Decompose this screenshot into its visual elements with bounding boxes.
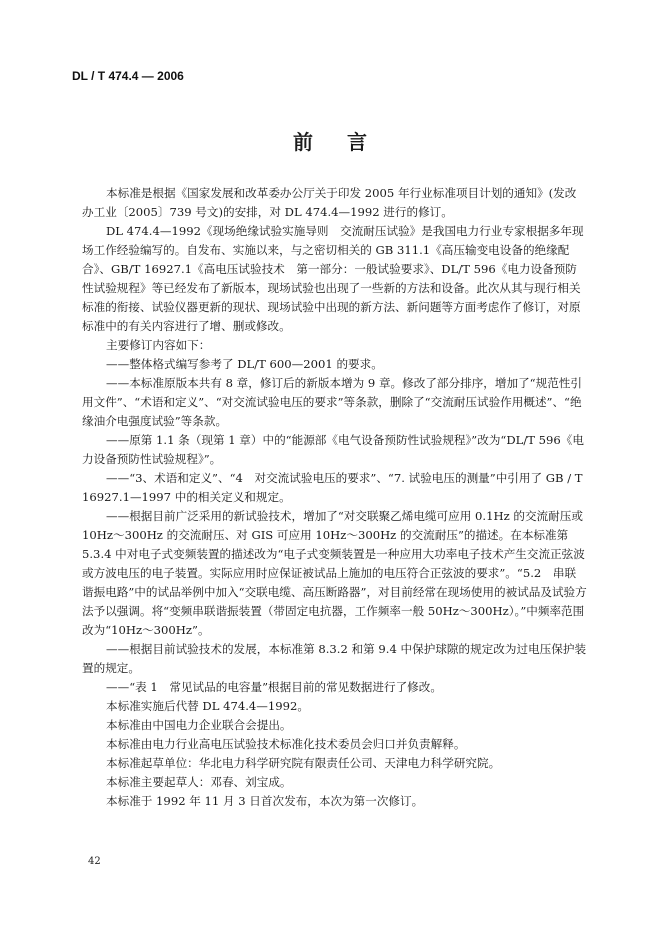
foreword-paragraph: 本标准起草单位：华北电力科学研究院有限责任公司、天津电力科学研究院。 <box>106 756 501 770</box>
foreword-paragraph: DL 474.4—1992《现场绝缘试验实施导则 交流耐压试验》是我国电力行业专家根据多年现场工作经验编写的。自发布、实施以来，与之密切相关的 GB 311.1《高压输变电设备的绝缘配合》、GB/T 16927.1《高电压试验技术 第一部分：一般试验要求》、DL/T 596《电力设备预防性试验规程》等已经发布了新版本，现场试验也出现了一些新的方法和设备。此次从其与现行相关标准的衔接、试验仪器更新的现状、现场试验中出现的新方法、新问题等方面考虑作了修订，对原标准中的有关内容进行了增、删或修改。 <box>82 224 584 333</box>
revision-item: ——“3、术语和定义”、“4 对交流试验电压的要求”、“7. 试验电压的测量”中引用了 GB / T 16927.1—1997 中的相关定义和规定。 <box>82 471 583 504</box>
document-code-header: DL / T 474.4 — 2006 <box>72 69 184 83</box>
foreword-paragraph: 主要修订内容如下： <box>106 338 211 352</box>
page-number: 42 <box>88 856 101 867</box>
revision-item: ——原第 1.1 条（现第 1 章）中的“能源部《电气设备预防性试验规程》”改为“DL/T 596《电力设备预防性试验规程》”。 <box>82 433 584 466</box>
foreword-body <box>82 184 587 811</box>
foreword-paragraph: 本标准由电力行业高电压试验技术标准化技术委员会归口并负责解释。 <box>106 737 466 751</box>
page-title: 前言 <box>293 130 401 154</box>
revision-item: ——整体格式编写参考了 DL/T 600—2001 的要求。 <box>106 357 383 371</box>
revision-item: ——根据目前广泛采用的新试验技术，增加了“对交联聚乙烯电缆可应用 0.1Hz 的交流耐压或 10Hz～300Hz 的交流耐压、对 GIS 可应用 10Hz～300Hz 的交流耐压”的描述。在本标准第 5.3.4 中对电子式变频装置的描述改为“电子式变频装置是一种应用大功率电子技术产生交流正弦波或方波电压的电子装置。实际应用时应保证被试品上施加的电压符合正弦波的要求”。“5.2 串联谐振电路”中的试品举例中加入“交联电缆、高压断路器”，对目前经常在现场使用的被试品及试验方法予以强调。将“变频串联谐振装置（带固定电抗器，工作频率一般 50Hz～300Hz）。”中频率范围改为“10Hz～300Hz”。 <box>82 509 587 637</box>
revision-item: ——本标准原版本共有 8 章，修订后的新版本增为 9 章。修改了部分排序，增加了“规范性引用文件”、“术语和定义”、“对交流试验电压的要求”等条款，删除了“交流耐压试验作用概述”、“绝缘油介电强度试验”等条款。 <box>82 376 582 428</box>
foreword-paragraph: 本标准实施后代替 DL 474.4—1992。 <box>106 699 309 713</box>
foreword-paragraph: 本标准是根据《国家发展和改革委办公厅关于印发 2005 年行业标准项目计划的通知》(发改办工业〔2005〕739 号文)的安排，对 DL 474.4—1992 进行的修订。 <box>82 186 577 219</box>
foreword-paragraph: 本标准由中国电力企业联合会提出。 <box>106 718 292 732</box>
foreword-paragraph: 本标准于 1992 年 11 月 3 日首次发布，本次为第一次修订。 <box>106 794 424 808</box>
revision-item: ——根据目前试验技术的发展，本标准第 8.3.2 和第 9.4 中保护球隙的规定改为过电压保护装置的规定。 <box>82 642 587 675</box>
revision-item: ——“表 1 常见试品的电容量”根据目前的常见数据进行了修改。 <box>106 680 442 694</box>
foreword-paragraph: 本标准主要起草人：邓春、刘宝成。 <box>106 775 292 789</box>
